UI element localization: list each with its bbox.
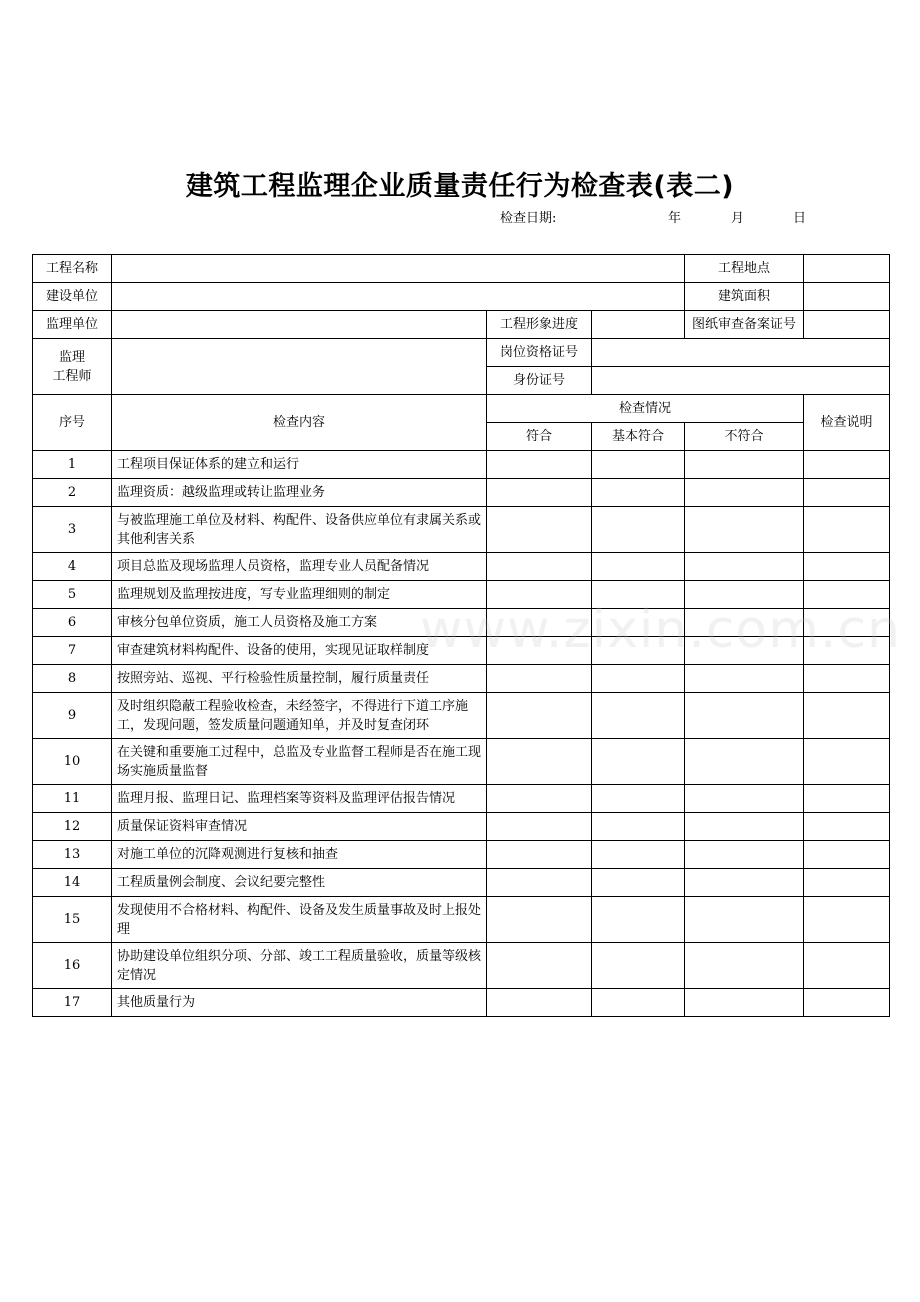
table-row bbox=[33, 507, 890, 553]
comply-header: 符合 bbox=[487, 423, 592, 451]
basic-comply-cell[interactable] bbox=[592, 869, 685, 897]
not-comply-cell[interactable] bbox=[685, 989, 804, 1017]
item-content: 协助建设单位组织分项、分部、竣工工程质量验收，质量等级核定情况 bbox=[112, 943, 487, 989]
remarks-cell[interactable] bbox=[804, 479, 890, 507]
not-comply-cell[interactable] bbox=[685, 841, 804, 869]
not-comply-cell[interactable] bbox=[685, 869, 804, 897]
supervision-unit-label: 监理单位 bbox=[33, 311, 112, 339]
item-content: 工程质量例会制度、会议纪要完整性 bbox=[112, 869, 487, 897]
comply-cell[interactable] bbox=[487, 785, 592, 813]
remarks-cell[interactable] bbox=[804, 609, 890, 637]
item-content: 监理规划及监理按进度，写专业监理细则的制定 bbox=[112, 581, 487, 609]
item-number: 9 bbox=[33, 693, 112, 739]
table-row bbox=[33, 897, 890, 943]
basic-comply-cell[interactable] bbox=[592, 841, 685, 869]
item-number: 3 bbox=[33, 507, 112, 553]
item-number: 8 bbox=[33, 665, 112, 693]
item-number: 5 bbox=[33, 581, 112, 609]
comply-cell[interactable] bbox=[487, 897, 592, 943]
not-comply-cell[interactable] bbox=[685, 693, 804, 739]
progress-label: 工程形象进度 bbox=[487, 311, 592, 339]
table-row bbox=[33, 813, 890, 841]
remarks-cell[interactable] bbox=[804, 507, 890, 553]
not-comply-cell[interactable] bbox=[685, 451, 804, 479]
table-row bbox=[33, 609, 890, 637]
qualification-no-label: 岗位资格证号 bbox=[487, 339, 592, 367]
status-header: 检查情况 bbox=[487, 395, 804, 423]
table-row bbox=[33, 553, 890, 581]
watermark: www.zixin.com.cn bbox=[420, 600, 901, 660]
item-number: 11 bbox=[33, 785, 112, 813]
basic-comply-cell[interactable] bbox=[592, 693, 685, 739]
item-content: 及时组织隐蔽工程验收检查，未经签字，不得进行下道工序施工，发现问题，签发质量问题通知单，并及时复查闭环 bbox=[112, 693, 487, 739]
item-content: 按照旁站、巡视、平行检验性质量控制，履行质量责任 bbox=[112, 665, 487, 693]
item-content: 审查建筑材料构配件、设备的使用，实现见证取样制度 bbox=[112, 637, 487, 665]
not-comply-header: 不符合 bbox=[685, 423, 804, 451]
comply-cell[interactable] bbox=[487, 989, 592, 1017]
comply-cell[interactable] bbox=[487, 451, 592, 479]
comply-cell[interactable] bbox=[487, 693, 592, 739]
item-content: 审核分包单位资质，施工人员资格及施工方案 bbox=[112, 609, 487, 637]
remarks-cell[interactable] bbox=[804, 897, 890, 943]
item-number: 4 bbox=[33, 553, 112, 581]
inspection-table bbox=[32, 254, 890, 1017]
date-year-label: 年 bbox=[668, 211, 682, 226]
not-comply-cell[interactable] bbox=[685, 581, 804, 609]
project-name-value[interactable] bbox=[112, 255, 685, 283]
basic-comply-cell[interactable] bbox=[592, 897, 685, 943]
not-comply-cell[interactable] bbox=[685, 553, 804, 581]
remarks-cell[interactable] bbox=[804, 785, 890, 813]
not-comply-cell[interactable] bbox=[685, 813, 804, 841]
remarks-cell[interactable] bbox=[804, 553, 890, 581]
comply-cell[interactable] bbox=[487, 479, 592, 507]
remarks-cell[interactable] bbox=[804, 581, 890, 609]
comply-cell[interactable] bbox=[487, 581, 592, 609]
comply-cell[interactable] bbox=[487, 813, 592, 841]
item-content: 项目总监及现场监理人员资格，监理专业人员配备情况 bbox=[112, 553, 487, 581]
not-comply-cell[interactable] bbox=[685, 897, 804, 943]
item-number: 10 bbox=[33, 739, 112, 785]
item-content: 工程项目保证体系的建立和运行 bbox=[112, 451, 487, 479]
remarks-cell[interactable] bbox=[804, 841, 890, 869]
comply-cell[interactable] bbox=[487, 507, 592, 553]
inspection-date-label: 检查日期: bbox=[500, 211, 557, 226]
comply-cell[interactable] bbox=[487, 841, 592, 869]
comply-cell[interactable] bbox=[487, 943, 592, 989]
basic-comply-cell[interactable] bbox=[592, 609, 685, 637]
drawing-review-no-value[interactable] bbox=[804, 311, 890, 339]
comply-cell[interactable] bbox=[487, 739, 592, 785]
table-row bbox=[33, 637, 890, 665]
table-row bbox=[33, 479, 890, 507]
comply-cell[interactable] bbox=[487, 637, 592, 665]
table-row bbox=[33, 841, 890, 869]
table-row bbox=[33, 581, 890, 609]
supervision-unit-value[interactable] bbox=[112, 311, 487, 339]
table-row bbox=[33, 665, 890, 693]
table-row bbox=[33, 943, 890, 989]
remarks-cell[interactable] bbox=[804, 869, 890, 897]
project-location-value[interactable] bbox=[804, 255, 890, 283]
remarks-cell[interactable] bbox=[804, 637, 890, 665]
item-number: 16 bbox=[33, 943, 112, 989]
not-comply-cell[interactable] bbox=[685, 507, 804, 553]
qualification-no-value[interactable] bbox=[592, 339, 890, 367]
basic-comply-cell[interactable] bbox=[592, 553, 685, 581]
not-comply-cell[interactable] bbox=[685, 943, 804, 989]
remarks-cell[interactable] bbox=[804, 739, 890, 785]
item-content: 发现使用不合格材料、构配件、设备及发生质量事故及时上报处理 bbox=[112, 897, 487, 943]
not-comply-cell[interactable] bbox=[685, 739, 804, 785]
item-number: 1 bbox=[33, 451, 112, 479]
engineer-label-line1: 监理 bbox=[58, 349, 85, 365]
page-title: 建筑工程监理企业质量责任行为检查表(表二) bbox=[185, 171, 735, 202]
item-content: 与被监理施工单位及材料、构配件、设备供应单位有隶属关系或其他利害关系 bbox=[112, 507, 487, 553]
basic-comply-cell[interactable] bbox=[592, 989, 685, 1017]
item-content: 对施工单位的沉降观测进行复核和抽查 bbox=[112, 841, 487, 869]
table-row bbox=[33, 785, 890, 813]
remarks-header: 检查说明 bbox=[804, 395, 890, 451]
not-comply-cell[interactable] bbox=[685, 637, 804, 665]
item-number: 17 bbox=[33, 989, 112, 1017]
table-row bbox=[33, 693, 890, 739]
remarks-cell[interactable] bbox=[804, 693, 890, 739]
comply-cell[interactable] bbox=[487, 553, 592, 581]
basic-comply-cell[interactable] bbox=[592, 739, 685, 785]
project-location-label: 工程地点 bbox=[685, 255, 804, 283]
comply-cell[interactable] bbox=[487, 609, 592, 637]
item-number: 12 bbox=[33, 813, 112, 841]
basic-comply-cell[interactable] bbox=[592, 665, 685, 693]
engineer-value[interactable] bbox=[112, 339, 487, 395]
not-comply-cell[interactable] bbox=[685, 785, 804, 813]
remarks-cell[interactable] bbox=[804, 813, 890, 841]
comply-cell[interactable] bbox=[487, 869, 592, 897]
basic-comply-cell[interactable] bbox=[592, 943, 685, 989]
not-comply-cell[interactable] bbox=[685, 609, 804, 637]
id-no-value[interactable] bbox=[592, 367, 890, 395]
table-row bbox=[33, 739, 890, 785]
item-content: 其他质量行为 bbox=[112, 989, 487, 1017]
date-month-label: 月 bbox=[731, 211, 745, 226]
item-number: 14 bbox=[33, 869, 112, 897]
building-area-value[interactable] bbox=[804, 283, 890, 311]
basic-comply-cell[interactable] bbox=[592, 507, 685, 553]
not-comply-cell[interactable] bbox=[685, 665, 804, 693]
content-header: 检查内容 bbox=[112, 395, 487, 451]
construction-unit-value[interactable] bbox=[112, 283, 685, 311]
basic-comply-cell[interactable] bbox=[592, 637, 685, 665]
basic-comply-header: 基本符合 bbox=[592, 423, 685, 451]
engineer-label-line2: 工程师 bbox=[52, 368, 92, 384]
table-row bbox=[33, 451, 890, 479]
basic-comply-cell[interactable] bbox=[592, 813, 685, 841]
building-area-label: 建筑面积 bbox=[685, 283, 804, 311]
item-number: 6 bbox=[33, 609, 112, 637]
basic-comply-cell[interactable] bbox=[592, 581, 685, 609]
project-name-label: 工程名称 bbox=[33, 255, 112, 283]
remarks-cell[interactable] bbox=[804, 943, 890, 989]
remarks-cell[interactable] bbox=[804, 451, 890, 479]
id-no-label: 身份证号 bbox=[487, 367, 592, 395]
item-content: 监理月报、监理日记、监理档案等资料及监理评估报告情况 bbox=[112, 785, 487, 813]
engineer-label bbox=[33, 339, 112, 395]
seq-header: 序号 bbox=[33, 395, 112, 451]
table-row bbox=[33, 989, 890, 1017]
item-number: 2 bbox=[33, 479, 112, 507]
construction-unit-label: 建设单位 bbox=[33, 283, 112, 311]
remarks-cell[interactable] bbox=[804, 665, 890, 693]
item-number: 7 bbox=[33, 637, 112, 665]
item-number: 15 bbox=[33, 897, 112, 943]
drawing-review-no-label: 图纸审查备案证号 bbox=[685, 311, 804, 339]
progress-value[interactable] bbox=[592, 311, 685, 339]
item-number: 13 bbox=[33, 841, 112, 869]
not-comply-cell[interactable] bbox=[685, 479, 804, 507]
basic-comply-cell[interactable] bbox=[592, 785, 685, 813]
basic-comply-cell[interactable] bbox=[592, 479, 685, 507]
table-row bbox=[33, 869, 890, 897]
item-content: 质量保证资料审查情况 bbox=[112, 813, 487, 841]
item-content: 在关键和重要施工过程中，总监及专业监督工程师是否在施工现场实施质量监督 bbox=[112, 739, 487, 785]
basic-comply-cell[interactable] bbox=[592, 451, 685, 479]
date-day-label: 日 bbox=[793, 211, 807, 226]
comply-cell[interactable] bbox=[487, 665, 592, 693]
item-content: 监理资质：越级监理或转让监理业务 bbox=[112, 479, 487, 507]
remarks-cell[interactable] bbox=[804, 989, 890, 1017]
